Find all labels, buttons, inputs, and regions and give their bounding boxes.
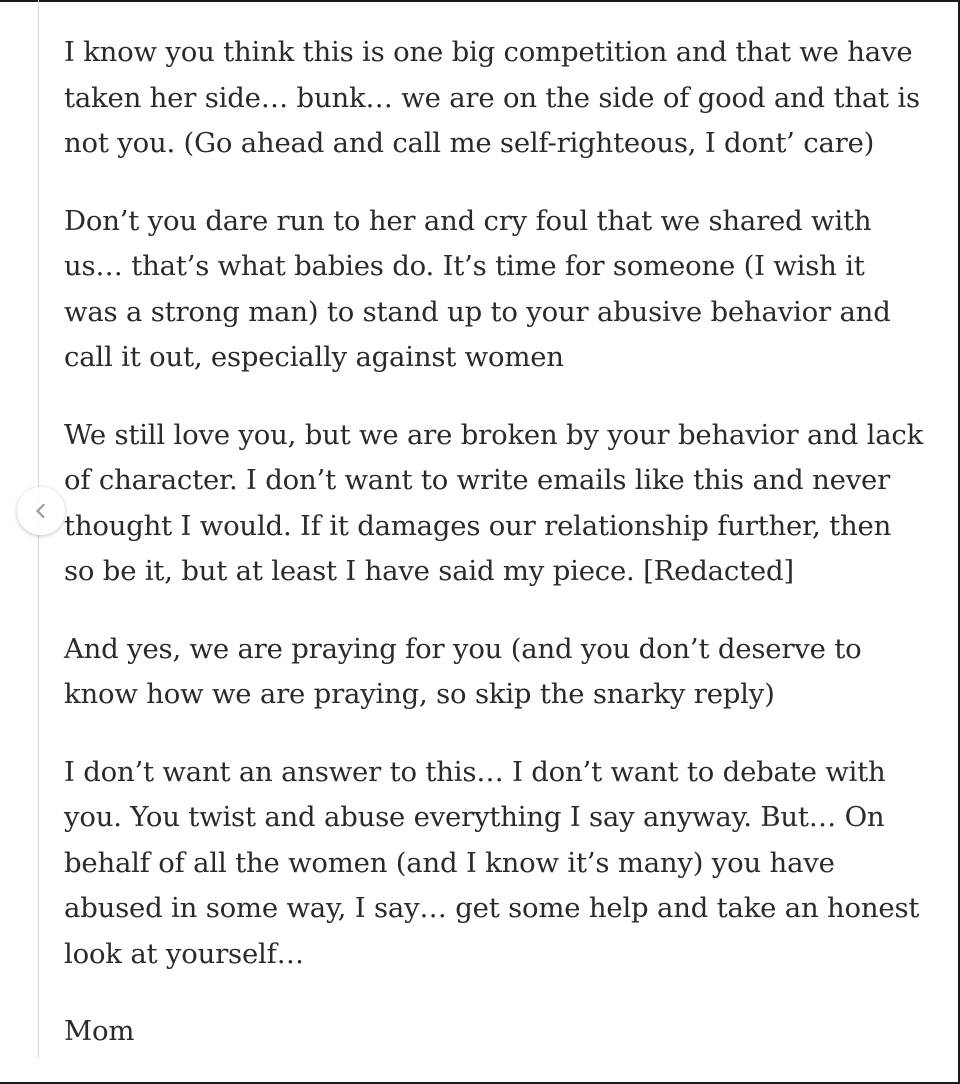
- text-line: Don’t you dare run to her and cry foul that we shared with: [64, 204, 872, 237]
- text-line: of character. I don’t want to write emails like this and never: [64, 464, 891, 496]
- text-line: abused in some way, I say… get some help and take an honest: [64, 892, 920, 924]
- paragraph-4: [64, 627, 934, 718]
- text-line: We still love you, but we are broken by your behavior and lack: [64, 418, 924, 451]
- text-line: I know you think this is one big competition and that we have: [64, 36, 913, 68]
- chevron-left-icon: [32, 502, 50, 520]
- text-line: so be it, but at least I have said my piece. [Redacted]: [64, 555, 794, 587]
- text-line: look at yourself…: [64, 937, 304, 970]
- text-line: know how we are praying, so skip the snarky reply): [64, 678, 775, 710]
- text-line: taken her side… bunk… we are on the side of good and that is: [64, 81, 920, 114]
- text-line: us… that’s what babies do. It’s time for someone (I wish it: [64, 250, 865, 282]
- text-line: behalf of all the women (and I know it’s many) you have: [64, 846, 835, 879]
- text-line: was a strong man) to stand up to your abusive behavior and: [64, 295, 891, 328]
- text-line: call it out, especially against women: [64, 341, 564, 373]
- letter-body: [64, 30, 934, 1055]
- paragraph-3: [64, 413, 934, 595]
- text-line: not you. (Go ahead and call me self-righteous, I dont’ care): [64, 127, 875, 159]
- signature: Mom: [64, 1015, 135, 1047]
- paragraph-2: [64, 199, 934, 381]
- text-line: thought I would. If it damages our relationship further, then: [64, 509, 892, 542]
- text-line: And yes, we are praying for you (and you don’t deserve to: [64, 632, 862, 665]
- previous-button[interactable]: [17, 487, 65, 535]
- text-line: you. You twist and abuse everything I say anyway. But… On: [64, 801, 885, 833]
- text-line: I don’t want an answer to this… I don’t want to debate with: [64, 755, 886, 788]
- paragraph-1: [64, 30, 934, 167]
- paragraph-5: [64, 750, 934, 978]
